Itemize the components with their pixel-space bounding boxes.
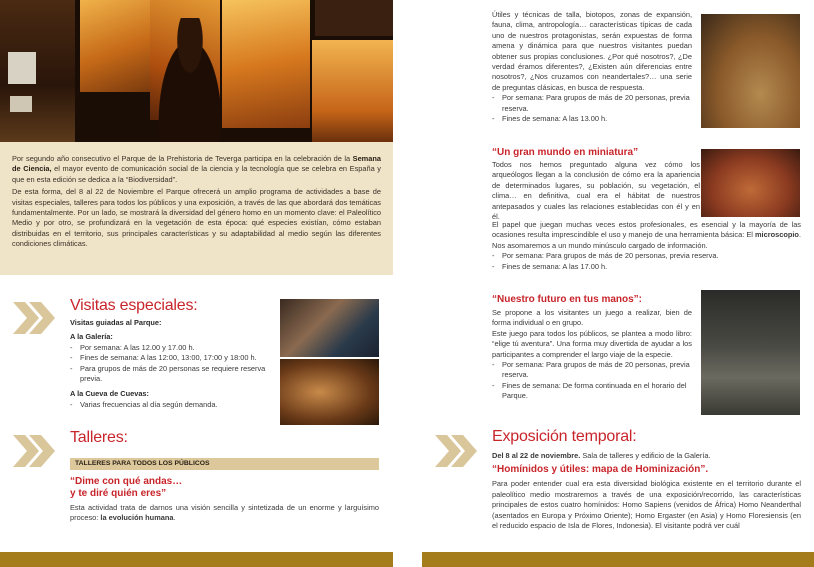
group-photo [701,290,800,415]
list-item: - Para grupos de más de 20 personas se requiere reserva previa. [70,363,266,384]
visitas-title: Visitas especiales: [70,297,198,314]
list-item: - Por semana: Para grupos de más de 20 personas, previa reserva. [492,251,719,261]
intro-text: Por segundo año consecutivo el Parque de la Prehistoria de Teverga participa en la celebración de la Semana de Ciencia, el mayor evento de comunicación social de la ciencia y la tecnología que se celebra en España y que en esta edición se dedica a la “Biodiversidad”. De esta forma, del 8 al 22 de Noviembre el Parque ofrecerá un amplio programa de actividades a base de visitas especiales, talleres para todos los públicos y una exposición, a través de las que abordará dos temáticas fundamentalmente. Por un lado, se mostrará la diversidad del género homo en un momento clave: el Paleolítico Medio y por otro, se profundizará en la vegetación de esta época: qué especies existían, cómo estaban distribuidas en el territorio, sus principales características y su adaptabilidad al medio según las diferentes condiciones climáticas. [0,142,393,275]
footer-bar [422,552,814,567]
list-item: - Varias frecuencias al día según demanda. [70,399,218,409]
children-photo-2 [701,149,800,217]
cueva-list [70,400,275,410]
exposicion-title: Exposición temporal: [492,428,637,445]
list-item: - Fines de semana: A las 17.00 h. [492,261,608,271]
list-item: - Por semana: Para grupos de más de 20 personas, previa reserva. [492,360,690,380]
galeria-list [70,343,275,385]
talleres-bar: TALLERES PARA TODOS LOS PÚBLICOS [70,458,379,470]
miniatura-block: “Un gran mundo en miniatura” Todos nos hemos preguntado alguna vez cómo los arqueólogos llegan a la conclusión de cómo era la apariencia de determinados lugares, su población, su vegetación, el clima… en definitiva, cual era el hábitat de nuestros antepasados y cuales las relaciones establecidas con él y en él. [492,147,700,222]
gutter [393,0,422,567]
hero-photo [0,0,393,142]
list-item: - Por semana: A las 12.00 y 17.00 h. [70,342,195,352]
list-item: - Fines de semana: De forma continuada en el horario del Parque. [492,380,687,401]
arrow-icon [13,431,57,471]
list-item: - Fines de semana: A las 12:00, 13:00, 17:00 y 18:00 h. [70,353,257,363]
list-item: - Fines de semana: A las 13.00 h. [492,114,608,124]
visitas-block: Visitas guiadas al Parque: A la Galería: - Por semana: A las 12.00 y 17.00 h. - Fines de semana: A las 12:00, 13:00, 17:00 y 18:00 h. - Para grupos de más de 20 personas se requiere reserva previa. A la Cueva de Cuevas: - Varias frecuencias al día según demanda. [70,318,275,410]
miniatura-block-2: El papel que juegan muchas veces estos profesionales, es esencial y la mayoría de las ocasiones resulta imprescindible el uso y manejo de una herramienta básica: El microscopio. Nos asomaremos a un mundo minúsculo cargado de información. - Por semana: Para grupos de más de 20 personas, previa reserva. - Fines de semana: A las 17.00 h. [492,220,801,271]
cave-photo-bottom [280,359,379,425]
footer-bar [0,552,393,567]
children-photo-1 [701,14,800,128]
right-top-block: Útiles y técnicas de talla, biotopos, zonas de expansión, fauna, clima, antropología… características típicas de cada uno de nuestros protagonistas, serán expuestas de forma amena y dinámica para que nuestros visitantes puedan obtener sus propias conclusiones. ¿Por qué nosotros?, ¿De verdad éramos diferentes?, ¿Existen aún diferencias entre nosotros?, ¿Nos cruzamos con neandertales?… una serie de preguntas clásicas, en busca de respuesta. - Por semana: Para grupos de más de 20 personas, previa reserva. - Fines de semana: A las 13.00 h. [492,10,692,124]
talleres-title: Talleres: [70,429,128,446]
right-page [422,0,814,567]
arrow-icon [435,431,479,471]
futuro-block: “Nuestro futuro en tus manos”: Se propone a los visitantes un juego a realizar, bien de forma individual o en grupo. Este juego para todos los públicos, se plantea a modo libro: “elige tú aventura”. Una forma muy divertida de ayudar a los participantes a comprender el largo viaje de la especie. - Por semana: Para grupos de más de 20 personas, previa reserva. - Fines de semana: De forma continuada en el horario del Parque. [492,294,692,401]
dime-block: “Dime con qué andas… y te diré quién eres” Esta actividad trata de darnos una visión sencilla y sintetizada de un enorme y larguísimo proceso: la evolución humana. [70,476,379,523]
list-item: - Por semana: Para grupos de más de 20 personas, previa reserva. [492,93,690,113]
left-page [0,0,393,567]
exposicion-block: Del 8 al 22 de noviembre. Sala de talleres y edificio de la Galería. “Homínidos y útiles: mapa de Hominización”. Para poder entender cual era esta diversidad biológica existente en el territorio durante el paleolítico medio mostraremos a través de una exposición/recorrido, las características principales de estos cuatro homínidos: Homo Sapiens (venidos de África) Homo Neanderthal (asentados en Europa y Próximo Oriente); Homo Ergaster (en Asia) y Homo Floresiensis (en el reducido espacio de Isla de Flores, Indonesia). El visitante podrá ver cuál [492,451,801,531]
arrow-icon [13,298,57,338]
cave-photo-top [280,299,379,357]
